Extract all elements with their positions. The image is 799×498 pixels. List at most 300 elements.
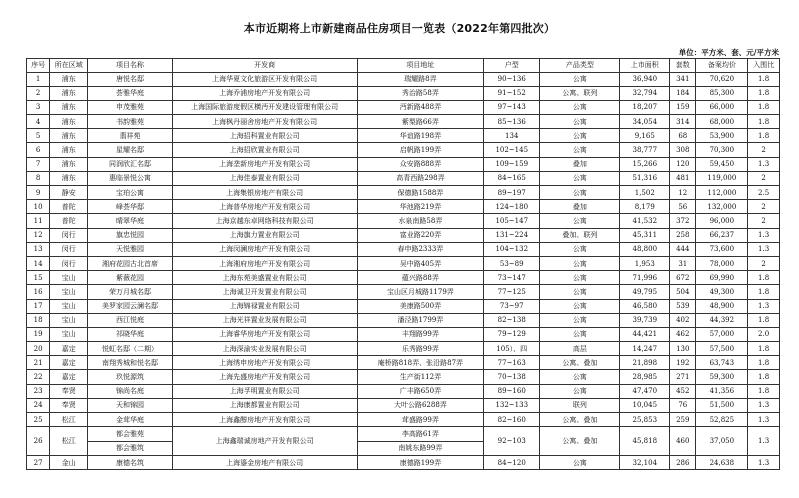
cell-unit: 91~152 — [484, 86, 540, 100]
cell-ratio: 1.8 — [748, 285, 780, 299]
cell-area: 15,266 — [620, 157, 670, 171]
cell-unit: 79~129 — [484, 327, 540, 341]
cell-district: 浦东 — [50, 72, 88, 86]
cell-area: 39,739 — [620, 313, 670, 327]
cell-address: 康德路199弄 — [357, 456, 484, 470]
cell-district: 宝山 — [50, 327, 88, 341]
cell-count: 504 — [670, 285, 696, 299]
table-row — [27, 370, 780, 384]
cell-no: 10 — [27, 200, 50, 214]
cell-address: 紫梨路66弄 — [357, 115, 484, 129]
cell-no: 3 — [27, 100, 50, 114]
cell-developer: 上海鎏金房地产有限公司 — [172, 456, 357, 470]
table-row — [27, 413, 780, 427]
cell-count: 159 — [670, 100, 696, 114]
table-body — [27, 72, 780, 470]
cell-count: 462 — [670, 327, 696, 341]
cell-unit: 97~143 — [484, 100, 540, 114]
cell-developer: 上海国际旅游度假区横沔开发建设管理有限公司 — [172, 100, 357, 114]
cell-ratio: 2.0 — [748, 327, 780, 341]
table-row — [27, 456, 780, 470]
cell-no: 9 — [27, 186, 50, 200]
cell-type: 公寓、联列 — [540, 86, 620, 100]
cell-district: 浦东 — [50, 100, 88, 114]
cell-address: 水泉南路58弄 — [357, 214, 484, 228]
cell-developer: 上海绣申房地产开发有限公司 — [172, 356, 357, 370]
cell-developer: 上海普华房地产开发有限公司 — [172, 200, 357, 214]
cell-ratio: 1.3 — [748, 242, 780, 256]
cell-area: 36,940 — [620, 72, 670, 86]
cell-address: 高青西路298弄 — [357, 171, 484, 185]
cell-address: 丰翔路99弄 — [357, 327, 484, 341]
cell-price: 70,620 — [696, 72, 748, 86]
cell-name: 悦虹名邸（二期） — [88, 342, 172, 356]
cell-price: 78,000 — [696, 256, 748, 270]
cell-type: 公寓 — [540, 299, 620, 313]
cell-name: 翡祥苑 — [88, 129, 172, 143]
cell-developer: 上海招科置业有限公司 — [172, 129, 357, 143]
cell-district: 闵行 — [50, 228, 88, 242]
cell-price: 44,392 — [696, 313, 748, 327]
cell-price: 96,000 — [696, 214, 748, 228]
cell-area: 47,470 — [620, 384, 670, 398]
cell-district: 普陀 — [50, 214, 88, 228]
cell-no: 19 — [27, 327, 50, 341]
table-row — [27, 299, 780, 313]
cell-developer: 上海先盛房地产开发有限公司 — [172, 370, 357, 384]
table-row — [27, 427, 780, 456]
cell-unit: 84~165 — [484, 171, 540, 185]
cell-price: 68,000 — [696, 115, 748, 129]
cell-ratio: 1.8 — [748, 129, 780, 143]
cell-address: 庵桥路818弄、张沿路87弄 — [357, 356, 484, 370]
cell-ratio: 1.8 — [748, 313, 780, 327]
cell-district: 浦东 — [50, 86, 88, 100]
cell-count: 481 — [670, 171, 696, 185]
cell-no: 22 — [27, 370, 50, 384]
cell-developer: 上海集银房地产有限公司 — [172, 186, 357, 200]
cell-address: 春申路2333弄 — [357, 242, 484, 256]
cell-price: 51,500 — [696, 398, 748, 412]
cell-address: 广丰路650弄 — [357, 384, 484, 398]
cell-unit: 82~138 — [484, 313, 540, 327]
header-developer: 开发商 — [172, 59, 357, 73]
cell-name: 荟雅华庭 — [88, 86, 172, 100]
cell-count: 68 — [670, 129, 696, 143]
cell-district: 嘉定 — [50, 370, 88, 384]
cell-unit: 70~138 — [484, 370, 540, 384]
cell-type: 联列 — [540, 398, 620, 412]
cell-ratio: 1.8 — [748, 342, 780, 356]
cell-unit: 90~136 — [484, 72, 540, 86]
cell-type: 公寓 — [540, 456, 620, 470]
cell-address-part: 南姚东路99弄 — [358, 441, 484, 455]
cell-price: 132,000 — [696, 200, 748, 214]
cell-district: 浦东 — [50, 143, 88, 157]
cell-count: 460 — [670, 427, 696, 456]
cell-type: 公寓 — [540, 143, 620, 157]
cell-price: 49,300 — [696, 285, 748, 299]
cell-ratio: 2 — [748, 143, 780, 157]
cell-district: 奉贤 — [50, 398, 88, 412]
header-area: 上市面积 — [620, 59, 670, 73]
cell-price: 59,300 — [696, 370, 748, 384]
cell-name: 惠临景悦公寓 — [88, 171, 172, 185]
cell-address: 蕴兴路88弄 — [357, 271, 484, 285]
cell-district: 闵行 — [50, 242, 88, 256]
cell-ratio: 1.8 — [748, 86, 780, 100]
cell-area: 28,985 — [620, 370, 670, 384]
cell-unit: 104~132 — [484, 242, 540, 256]
cell-no: 24 — [27, 398, 50, 412]
cell-name: 南翔秀城和悦名邸 — [88, 356, 172, 370]
cell-name — [88, 427, 172, 456]
cell-area: 1,953 — [620, 256, 670, 270]
cell-ratio: 2 — [748, 214, 780, 228]
cell-ratio: 2 — [748, 256, 780, 270]
cell-count: 56 — [670, 200, 696, 214]
cell-ratio: 2 — [748, 171, 780, 185]
cell-type: 公寓 — [540, 72, 620, 86]
cell-type: 公寓 — [540, 115, 620, 129]
cell-district: 浦东 — [50, 157, 88, 171]
cell-ratio: 1.3 — [748, 456, 780, 470]
cell-address: 大叶公路6288弄 — [357, 398, 484, 412]
table-row — [27, 72, 780, 86]
cell-developer: 上海垄新房地产开发有限公司 — [172, 157, 357, 171]
cell-no: 16 — [27, 285, 50, 299]
cell-address: 生产街112弄 — [357, 370, 484, 384]
cell-name: 天悦雅园 — [88, 242, 172, 256]
cell-developer: 上海乔浦房地产开发有限公司 — [172, 86, 357, 100]
cell-type: 公寓 — [540, 327, 620, 341]
cell-ratio: 1.8 — [748, 115, 780, 129]
cell-type: 公寓 — [540, 256, 620, 270]
cell-district: 嘉定 — [50, 356, 88, 370]
cell-district: 闵行 — [50, 256, 88, 270]
cell-developer: 上海康都置业有限公司 — [172, 398, 357, 412]
cell-type: 公寓 — [540, 285, 620, 299]
cell-price: 66,000 — [696, 100, 748, 114]
cell-name: 星耀名邸 — [88, 143, 172, 157]
cell-unit: 84~120 — [484, 456, 540, 470]
cell-type: 叠加 — [540, 157, 620, 171]
cell-count: 372 — [670, 214, 696, 228]
cell-type: 公寓、叠加 — [540, 413, 620, 427]
cell-developer: 上海枫丹丽舍房地产开发有限公司 — [172, 115, 357, 129]
cell-count: 259 — [670, 413, 696, 427]
cell-no: 15 — [27, 271, 50, 285]
cell-area: 10,045 — [620, 398, 670, 412]
table-row — [27, 143, 780, 157]
cell-district: 静安 — [50, 186, 88, 200]
table-row — [27, 398, 780, 412]
header-count: 套数 — [670, 59, 696, 73]
cell-address: 瑞耀路8弄 — [357, 72, 484, 86]
cell-price: 53,900 — [696, 129, 748, 143]
cell-address — [357, 427, 484, 456]
cell-address: 启帆路199弄 — [357, 143, 484, 157]
cell-name: 书韵雅苑 — [88, 115, 172, 129]
table-row — [27, 186, 780, 200]
cell-type: 公寓、叠加 — [540, 427, 620, 456]
cell-name: 紫薇花园 — [88, 271, 172, 285]
cell-no: 18 — [27, 313, 50, 327]
cell-ratio: 1.8 — [748, 356, 780, 370]
cell-no: 26 — [27, 427, 50, 456]
cell-area: 44,421 — [620, 327, 670, 341]
cell-type: 公寓 — [540, 271, 620, 285]
header-type: 产品类型 — [540, 59, 620, 73]
cell-area: 32,104 — [620, 456, 670, 470]
cell-price: 69,990 — [696, 271, 748, 285]
cell-unit: 73~97 — [484, 299, 540, 313]
cell-price: 48,900 — [696, 299, 748, 313]
cell-unit: 124~180 — [484, 200, 540, 214]
cell-area: 14,247 — [620, 342, 670, 356]
cell-no: 6 — [27, 143, 50, 157]
cell-no: 11 — [27, 214, 50, 228]
cell-name: 美罗家园云澜名邸 — [88, 299, 172, 313]
cell-price: 112,000 — [696, 186, 748, 200]
cell-district: 嘉定 — [50, 342, 88, 356]
cell-area: 49,795 — [620, 285, 670, 299]
cell-address: 茸盛路99弄 — [357, 413, 484, 427]
cell-count: 539 — [670, 299, 696, 313]
cell-price: 70,300 — [696, 143, 748, 157]
cell-price: 85,300 — [696, 86, 748, 100]
header-price: 备案均价 — [696, 59, 748, 73]
header-unit: 户型 — [484, 59, 540, 73]
cell-district: 浦东 — [50, 129, 88, 143]
cell-address-part: 李高路61弄 — [401, 429, 439, 438]
cell-no: 23 — [27, 384, 50, 398]
cell-unit: 89~160 — [484, 384, 540, 398]
cell-unit: 77~163 — [484, 356, 540, 370]
table-row — [27, 256, 780, 270]
cell-ratio: 1.8 — [748, 72, 780, 86]
header-address: 项目地址 — [357, 59, 484, 73]
cell-district: 浦东 — [50, 115, 88, 129]
table-header-row — [27, 59, 780, 73]
cell-area: 46,580 — [620, 299, 670, 313]
cell-type: 公寓、叠加 — [540, 356, 620, 370]
table-row — [27, 115, 780, 129]
cell-unit: 53~89 — [484, 256, 540, 270]
cell-area: 18,207 — [620, 100, 670, 114]
cell-price: 119,000 — [696, 171, 748, 185]
cell-unit: 105~147 — [484, 214, 540, 228]
table-row — [27, 100, 780, 114]
cell-name: 荣万月城名邸 — [88, 285, 172, 299]
cell-no: 25 — [27, 413, 50, 427]
cell-address: 富业路220弄 — [357, 228, 484, 242]
cell-price: 59,450 — [696, 157, 748, 171]
cell-ratio: 1.8 — [748, 384, 780, 398]
cell-count: 31 — [670, 256, 696, 270]
cell-count: 308 — [670, 143, 696, 157]
cell-no: 21 — [27, 356, 50, 370]
table-row — [27, 342, 780, 356]
cell-district: 宝山 — [50, 271, 88, 285]
cell-unit: 105）、四 — [484, 342, 540, 356]
cell-no: 4 — [27, 115, 50, 129]
cell-name-part: 都会雅苑 — [115, 429, 144, 438]
cell-count: 258 — [670, 228, 696, 242]
cell-address: 沔新路488弄 — [357, 100, 484, 114]
cell-district: 宝山 — [50, 285, 88, 299]
cell-area: 32,794 — [620, 86, 670, 100]
cell-type: 叠加、联列 — [540, 228, 620, 242]
cell-no: 20 — [27, 342, 50, 356]
cell-address: 秀治路58弄 — [357, 86, 484, 100]
cell-area: 34,054 — [620, 115, 670, 129]
cell-count: 130 — [670, 342, 696, 356]
cell-name: 金茸华庭 — [88, 413, 172, 427]
cell-district: 浦东 — [50, 171, 88, 185]
cell-area: 21,898 — [620, 356, 670, 370]
cell-developer: 上海光祥置业发展有限公司 — [172, 313, 357, 327]
cell-developer: 上海诚卫开发置业有限公司 — [172, 285, 357, 299]
cell-name: 申茂雅苑 — [88, 100, 172, 114]
cell-developer: 上海鑫醇房地产开发有限公司 — [172, 413, 357, 427]
cell-address: 宝山区月城路1179弄 — [357, 285, 484, 299]
unit-note: 单位：平方米、套、元/平方米 — [678, 48, 779, 57]
table-row — [27, 214, 780, 228]
cell-name: 唐悦名邸 — [88, 72, 172, 86]
cell-ratio: 1.3 — [748, 157, 780, 171]
cell-address: 乐秀路99弄 — [357, 342, 484, 356]
cell-name-part: 都会雅筑 — [88, 441, 171, 455]
cell-no: 5 — [27, 129, 50, 143]
cell-unit: 85~136 — [484, 115, 540, 129]
cell-unit: 134 — [484, 129, 540, 143]
cell-count: 452 — [670, 384, 696, 398]
cell-count: 76 — [670, 398, 696, 412]
table-row — [27, 228, 780, 242]
cell-unit: 77~125 — [484, 285, 540, 299]
table-row — [27, 129, 780, 143]
cell-unit: 132~133 — [484, 398, 540, 412]
cell-price: 37,050 — [696, 427, 748, 456]
cell-type: 叠加 — [540, 200, 620, 214]
table-row — [27, 171, 780, 185]
cell-address: 华池路219弄 — [357, 200, 484, 214]
table-row — [27, 242, 780, 256]
cell-developer: 上海湘府房地产开发有限公司 — [172, 256, 357, 270]
cell-name: 湘府花园古北首席 — [88, 256, 172, 270]
table-row — [27, 86, 780, 100]
cell-district: 金山 — [50, 456, 88, 470]
cell-unit: 92~103 — [484, 427, 540, 456]
header-name: 项目名称 — [88, 59, 172, 73]
cell-developer: 上海深渝实业发展有限公司 — [172, 342, 357, 356]
cell-name: 玖悦源筑 — [88, 370, 172, 384]
header-district: 所在区域 — [50, 59, 88, 73]
cell-address: 美康路500弄 — [357, 299, 484, 313]
cell-developer: 上海旗力置业有限公司 — [172, 228, 357, 242]
table-row — [27, 384, 780, 398]
table-row — [27, 200, 780, 214]
cell-area: 1,502 — [620, 186, 670, 200]
cell-district: 松江 — [50, 427, 88, 456]
cell-count: 402 — [670, 313, 696, 327]
cell-unit: 73~147 — [484, 271, 540, 285]
table-row — [27, 285, 780, 299]
cell-developer: 上海佳泰置业有限公司 — [172, 171, 357, 185]
cell-price: 57,500 — [696, 342, 748, 356]
cell-developer: 上海锦禄置业有限公司 — [172, 299, 357, 313]
cell-unit: 82~160 — [484, 413, 540, 427]
cell-count: 444 — [670, 242, 696, 256]
cell-no: 1 — [27, 72, 50, 86]
cell-type: 公寓 — [540, 171, 620, 185]
cell-count: 12 — [670, 186, 696, 200]
cell-name: 峰荟华邸 — [88, 200, 172, 214]
cell-name: 天和锦园 — [88, 398, 172, 412]
cell-area: 41,532 — [620, 214, 670, 228]
cell-no: 8 — [27, 171, 50, 185]
cell-ratio: 1.8 — [748, 100, 780, 114]
cell-count: 672 — [670, 271, 696, 285]
cell-developer: 上海招欣置业有限公司 — [172, 143, 357, 157]
cell-address: 潘泾路1799弄 — [357, 313, 484, 327]
cell-name: 西江悦庭 — [88, 313, 172, 327]
cell-developer: 上海华夏文化旅游区开发有限公司 — [172, 72, 357, 86]
cell-ratio: 1.3 — [748, 398, 780, 412]
cell-type: 公寓 — [540, 242, 620, 256]
cell-district: 奉贤 — [50, 384, 88, 398]
cell-name: 同润欣汇名邸 — [88, 157, 172, 171]
cell-district: 宝山 — [50, 313, 88, 327]
cell-ratio: 1.3 — [748, 427, 780, 456]
cell-type: 公寓 — [540, 186, 620, 200]
cell-type: 高层 — [540, 342, 620, 356]
header-no: 序号 — [27, 59, 50, 73]
cell-area: 48,800 — [620, 242, 670, 256]
cell-unit: 89~197 — [484, 186, 540, 200]
cell-count: 314 — [670, 115, 696, 129]
cell-developer: 上海京越东卓网络科技有限公司 — [172, 214, 357, 228]
cell-address: 众安路888弄 — [357, 157, 484, 171]
cell-area: 71,996 — [620, 271, 670, 285]
cell-developer: 上海东苑美盛置业有限公司 — [172, 271, 357, 285]
cell-count: 341 — [670, 72, 696, 86]
cell-no: 13 — [27, 242, 50, 256]
table-row — [27, 157, 780, 171]
cell-type: 公寓 — [540, 313, 620, 327]
cell-address: 吴中路405弄 — [357, 256, 484, 270]
cell-ratio: 1.3 — [748, 299, 780, 313]
cell-name: 锦尚名庭 — [88, 384, 172, 398]
cell-type: 公寓 — [540, 100, 620, 114]
cell-developer: 上海孚明置业有限公司 — [172, 384, 357, 398]
cell-type: 公寓 — [540, 370, 620, 384]
cell-district: 松江 — [50, 413, 88, 427]
table-row — [27, 356, 780, 370]
cell-district: 普陀 — [50, 200, 88, 214]
cell-price: 24,638 — [696, 456, 748, 470]
cell-no: 7 — [27, 157, 50, 171]
cell-name: 晴翠华庭 — [88, 214, 172, 228]
cell-unit: 131~224 — [484, 228, 540, 242]
cell-price: 73,600 — [696, 242, 748, 256]
cell-unit: 109~159 — [484, 157, 540, 171]
cell-count: 192 — [670, 356, 696, 370]
cell-developer: 上海闵澜房地产开发有限公司 — [172, 242, 357, 256]
cell-name: 祁晓华庭 — [88, 327, 172, 341]
cell-developer: 上海鑫瑞诚房地产开发有限公司 — [172, 427, 357, 456]
